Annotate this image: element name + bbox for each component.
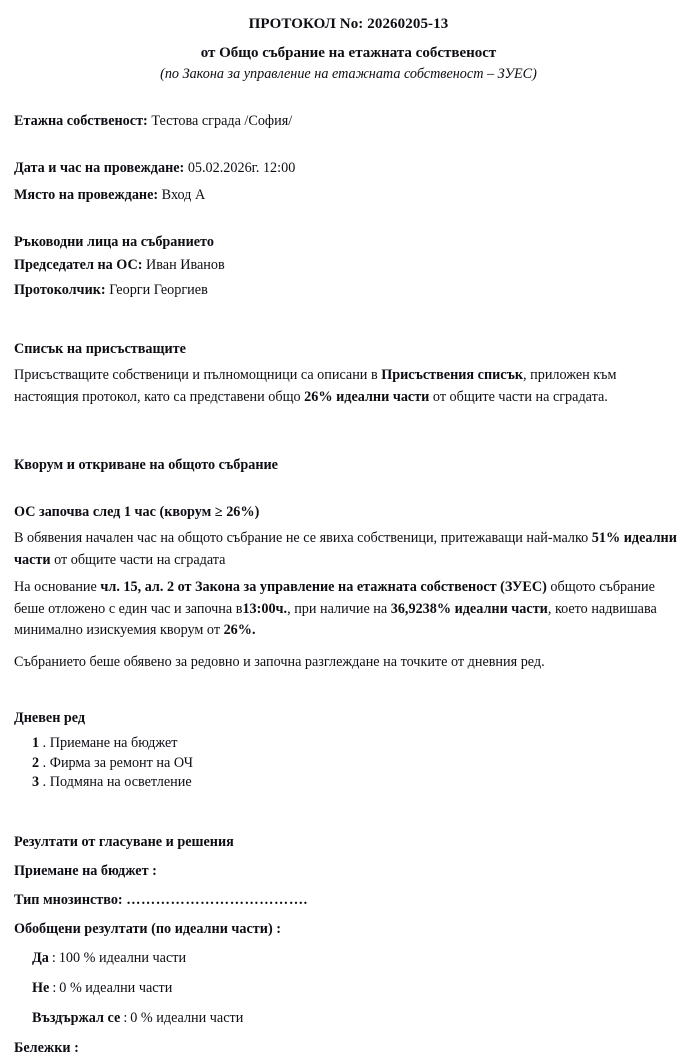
spacer bbox=[14, 939, 683, 949]
list-item bbox=[32, 773, 683, 793]
vote-label: Да bbox=[32, 949, 49, 966]
vote-separator: : bbox=[52, 979, 57, 996]
vote-row-abstain bbox=[14, 1009, 683, 1028]
legal-text-tail: , което надвишава минимално изискуемия кворум от bbox=[14, 600, 657, 638]
quorum-start-rule: ОС започва след 1 час (кворум ≥ 26%) bbox=[14, 504, 260, 520]
notes-label: Бележки : bbox=[14, 1039, 79, 1056]
results-summary-label: Обобщени резултати (по идеални части) : bbox=[14, 920, 281, 937]
agenda-item-label: Приемане на бюджет bbox=[49, 735, 178, 751]
meeting-place-label: Място на провеждане: bbox=[14, 187, 159, 203]
spacer bbox=[14, 852, 683, 862]
spacer bbox=[14, 673, 683, 701]
property-row bbox=[14, 112, 683, 131]
agenda-item-separator: . bbox=[39, 754, 50, 771]
majority-type-row bbox=[14, 891, 683, 910]
spacer bbox=[14, 205, 683, 233]
secretary-label: Протоколчик: bbox=[14, 282, 106, 298]
chair-value: Иван Иванов bbox=[146, 257, 225, 273]
majority-type-blank: ………………………………. bbox=[126, 891, 308, 908]
majority-type-label: Тип мнозинство: bbox=[14, 891, 123, 908]
spacer bbox=[14, 910, 683, 920]
quorum-legal-paragraph bbox=[14, 577, 683, 642]
no-show-share-value: 51% идеални части bbox=[14, 530, 677, 568]
agenda-heading: Дневен ред bbox=[14, 710, 86, 726]
vote-label: Не bbox=[32, 979, 50, 996]
document-subtitle: от Общо събрание на етажната собственост bbox=[200, 45, 497, 61]
vote-label: Въздържал се bbox=[32, 1009, 121, 1026]
vote-value: 100 % идеални части bbox=[58, 949, 187, 966]
vote-separator: : bbox=[123, 1009, 128, 1026]
attendees-heading: Списък на присъстващите bbox=[14, 341, 186, 357]
property-label: Етажна собственост: bbox=[14, 113, 148, 129]
vote-value: 0 % идеални части bbox=[59, 979, 173, 996]
min-quorum-value: 26%. bbox=[223, 622, 256, 638]
spacer bbox=[14, 131, 683, 159]
actual-start-time: 13:00ч. bbox=[242, 600, 288, 617]
spacer bbox=[14, 178, 683, 186]
page-title: ПРОТОКОЛ No: 20260205-13 bbox=[248, 16, 449, 32]
quorum-no-show-paragraph bbox=[14, 528, 683, 571]
legal-text-before: На основание bbox=[14, 579, 101, 595]
spacer bbox=[14, 84, 683, 112]
vote-row-no bbox=[14, 979, 683, 998]
agenda-item-label: Подмяна на осветление bbox=[49, 774, 192, 790]
vote-separator: : bbox=[51, 949, 56, 966]
spacer bbox=[14, 701, 683, 709]
vote-row-yes bbox=[14, 949, 683, 968]
spacer bbox=[14, 642, 683, 652]
legal-article-reference: чл. 15, ал. 2 от Закона за управление на етажната собственост (ЗУЕС) bbox=[100, 579, 547, 595]
secretary-row bbox=[14, 281, 683, 300]
agenda-item-separator: . bbox=[39, 735, 50, 751]
agenda-item-number: 2 bbox=[32, 754, 40, 771]
attendees-text-after: от общите части на сградата. bbox=[429, 388, 608, 405]
meeting-place-value: Вход А bbox=[161, 187, 206, 203]
list-item bbox=[32, 734, 683, 754]
spacer bbox=[14, 821, 683, 833]
spacer bbox=[14, 408, 683, 436]
secretary-value: Георги Георгиев bbox=[109, 282, 208, 298]
meeting-datetime-row bbox=[14, 159, 683, 178]
legal-text-middle: общото събрание беше отложено с един час и започна в bbox=[14, 579, 655, 617]
attendees-list-name: Присъствения списък bbox=[381, 367, 524, 383]
meeting-datetime-value: 05.02.2026г. 12:00 bbox=[187, 160, 296, 176]
no-show-text-before: В обявения начален час на общото събрание не се явиха собственици, притежаващи най-малко bbox=[14, 530, 592, 546]
officials-heading: Ръководни лица на събранието bbox=[14, 234, 214, 250]
agenda-item-label: Фирма за ремонт на ОЧ bbox=[49, 754, 193, 771]
agenda-item-number: 1 bbox=[32, 735, 40, 751]
meeting-datetime-label: Дата и час на провеждане: bbox=[14, 160, 185, 176]
attendees-text-middle: , приложен към настоящия протокол, като са представени общо bbox=[14, 367, 617, 405]
chair-row bbox=[14, 256, 683, 275]
quorum-heading: Кворум и откриване на общото събрание bbox=[14, 457, 278, 473]
attendees-paragraph bbox=[14, 365, 683, 408]
agenda-item-number: 3 bbox=[32, 774, 40, 790]
chair-label: Председател на ОС: bbox=[14, 257, 143, 273]
agenda-list bbox=[14, 734, 683, 793]
list-item bbox=[32, 754, 683, 774]
attendees-text-before: Присъстващите собственици и пълномощници са описани в bbox=[14, 367, 382, 383]
spacer bbox=[14, 328, 683, 340]
meeting-place-row bbox=[14, 186, 683, 205]
results-item-title: Приемане на бюджет : bbox=[14, 862, 157, 879]
property-value: Тестова сграда /София/ bbox=[151, 113, 293, 129]
spacer bbox=[14, 300, 683, 328]
quorum-declared-paragraph: Събранието беше обявено за редовно и започна разглеждане на точките от дневния ред. bbox=[14, 653, 545, 670]
legal-text-after: , при наличие на bbox=[287, 600, 391, 617]
agenda-item-separator: . bbox=[39, 774, 50, 790]
attendees-share-value: 26% идеални части bbox=[304, 388, 430, 405]
law-reference: (по Закона за управление на етажната собственост – ЗУЕС) bbox=[160, 66, 537, 82]
spacer bbox=[14, 475, 683, 503]
present-share-value: 36,9238% идеални части bbox=[390, 600, 548, 617]
spacer bbox=[14, 881, 683, 891]
spacer bbox=[14, 436, 683, 456]
vote-value: 0 % идеални части bbox=[130, 1009, 244, 1026]
spacer bbox=[14, 793, 683, 821]
no-show-text-after: от общите части на сградата bbox=[50, 551, 226, 568]
results-heading: Резултати от гласуване и решения bbox=[14, 833, 234, 850]
